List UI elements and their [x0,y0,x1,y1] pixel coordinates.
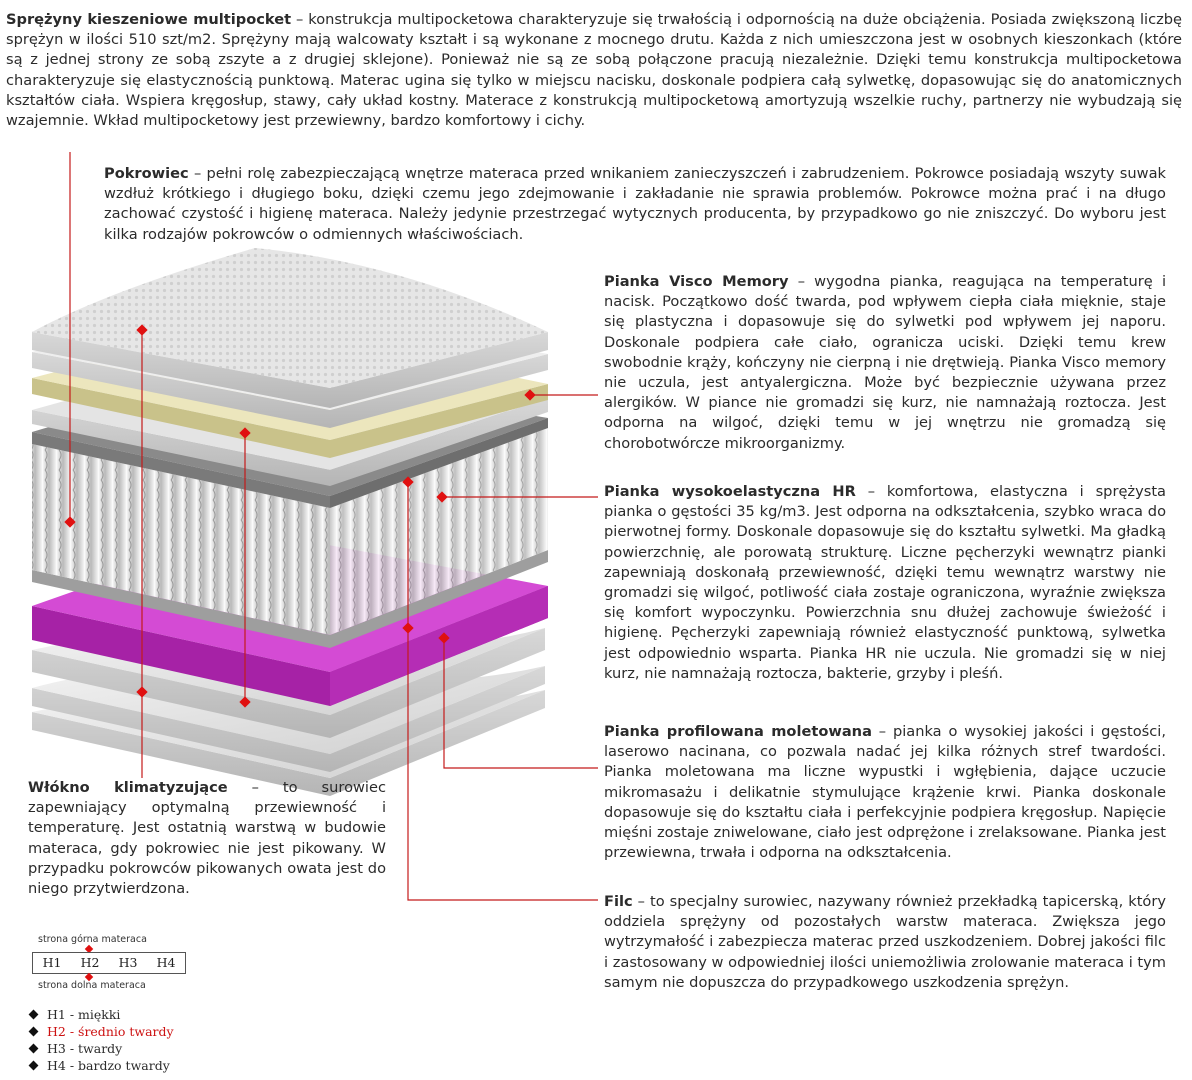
scale-box [32,952,186,974]
scale-cell-h4: H4 [156,955,176,970]
diamond-bullet-icon [29,1027,39,1037]
profiled-foam-paragraph [604,722,1166,863]
diamond-bullet-icon [29,1044,39,1054]
scale-bottom-label: strona dolna materaca [38,980,146,991]
intro-paragraph [6,10,1182,131]
scale-cell-h2: H2 [80,955,100,970]
diamond-bullet-icon [29,1010,39,1020]
diamond-bullet-icon [29,1061,39,1071]
intro-text: – konstrukcja multipocketowa charakteryzuje się trwałością i odpornością na duże obciążenia. Posiada zwiększoną liczbę sprężyn w ilości 510 szt/m2. Sprężyny mają walcowaty kształt i są wykonane z mocnego drutu. Każda z nich umieszczona jest w osobnych kieszonkach (które są z jednej strony ze sobą zszyte a z drugiej sklejone). Ponieważ nie są ze sobą połączone pracują niezależnie. Dzięki temu konstrukcja multipocketowa charakteryzuje się elastycznością punktową. Materac ugina się tylko w miejscu nacisku, doskonale podpiera całą sylwetkę, dopasowując się do anatomicznych kształtów ciała. Wspiera kręgosłup, stawy, cały układ kostny. Materace z konstrukcją multipocketową amortyzują wszelkie ruchy, partnerzy nie wybudzają się wzajemnie. Wkład multipocketowy jest przewiewny, bardzo komfortowy i cichy. [6,11,1182,130]
moletowana-title: Pianka profilowana moletowana [604,723,872,740]
pokrowiec-text: – pełni rolę zabezpieczającą wnętrze materaca przed wnikaniem zanieczyszczeń i zabrudzeniem. Pokrowce posiadają wszyty suwak wzdłuż krótkiego i długiego boku, dzięki czemu jego zdejmowanie i zakładanie nie sprawia problemów. Pokrowce można prać i na długo zachować czystość i higienę materaca. Należy jedynie przestrzegać wytycznych producenta, by przypadkowo go nie zniszczyć. Do wyboru jest kilka rodzajów pokrowców o odmiennych właściwościach. [104,165,1166,243]
wlokno-text: – to surowiec zapewniający optymalną przewiewność i temperaturę. Jest ostatnią warstwą w budowie materaca, gdy pokrowiec nie jest pikowany. W przypadku pokrowców pikowanych owata jest do niego przytwierdzona. [28,779,386,898]
hr-foam-paragraph [604,482,1166,684]
visco-text: – wygodna pianka, reagująca na temperaturę i nacisk. Początkowo dość twarda, pod wpływem ciepła ciała mięknie, staje się plastyczna i dopasowuje się do sylwetki pod wpływem jej naporu. Doskonale podpiera całe ciało, ogranicza uciski. Dzięki temu krew swobodnie krąży, kończyny nie cierpną i nie drętwieją. Pianka Visco memory nie uczula, jest antyalergiczna. Może być bezpiecznie używana przez alergików. W piance nie gromadzi się kurz, nie namnażają roztocza. Jest odporna na wilgoć, dzięki temu w jej wnętrzu nie gromadzą się chorobotwórcze mikroorganizmy. [604,273,1166,452]
visco-paragraph [604,272,1166,454]
felt-paragraph [604,892,1166,993]
legend-item-h4: H4 - bardzo twardy [30,1057,174,1074]
scale-top-label: strona górna materaca [38,934,147,945]
moletowana-text: – pianka o wysokiej jakości i gęstości, laserowo nacinana, co pozwala nadać jej kilka różnych stref twardości. Pianka moletowana ma liczne wypustki i wgłębienia, dające uczucie mikromasażu i delikatnie stymulujące krążenie krwi. Pianka doskonale dopasowuje się do kształtu ciała i perfekcyjnie podpiera kręgosłup. Napięcie mięśni zostaje zniwelowane, ciało jest odprężone i zrelaksowane. Pianka jest przewiewna, trwała i odporna na odkształcenia. [604,723,1166,862]
hr-title: Pianka wysokoelastyczna HR [604,483,856,500]
visco-title: Pianka Visco Memory [604,273,789,290]
filc-title: Filc [604,893,633,910]
scale-cell-h1: H1 [42,955,62,970]
filc-text: – to specjalny surowiec, nazywany również przekładką tapicerską, który oddziela sprężyny od pozostałych warstw materaca. Zwiększa jego wytrzymałość i zabezpiecza materac przed uszkodzeniem. Dobrej jakości filc i zastosowany w odpowiedniej ilości uniemożliwia zrolowanie materaca i tym samym nie dopuszcza do przypadkowego uszkodzenia sprężyn. [604,893,1166,991]
legend-item-h1: H1 - miękki [30,1006,174,1023]
scale-cell-h3: H3 [118,955,138,970]
legend-item-h2: H2 - średnio twardy [30,1023,174,1040]
hardness-legend [30,1006,174,1074]
hr-text: – komfortowa, elastyczna i sprężysta pianka o gęstości 35 kg/m3. Jest odporna na odkształcenia, szybko wraca do pierwotnej formy. Doskonale dopasowuje się do kształtu sylwetki. Ma gładką powierzchnię, ale porowatą strukturę. Liczne pęcherzyki wewnątrz pianki zapewniają doskonałą przewiewność, dzięki temu wewnątrz warstwy nie gromadzi się wilgoć, potliwość ciała zostaje ograniczona, wyraźnie zwiększa się komfort wypoczynku. Powierzchnia snu dłużej zachowuje świeżość i higienę. Pęcherzyki zapewniają również elastyczność punktową, sylwetka jest odpowiednio wsparta. Pianka HR nie uczula. Nie gromadzi się w niej kurz, nie namnażają roztocza, bakterie, grzyby i pleśń. [604,483,1166,682]
legend-item-h3: H3 - twardy [30,1040,174,1057]
pokrowiec-paragraph [104,164,1166,245]
fiber-paragraph [28,778,386,899]
wlokno-title: Włókno klimatyzujące [28,779,228,796]
pokrowiec-title: Pokrowiec [104,165,189,182]
intro-title: Sprężyny kieszeniowe multipocket [6,11,292,28]
